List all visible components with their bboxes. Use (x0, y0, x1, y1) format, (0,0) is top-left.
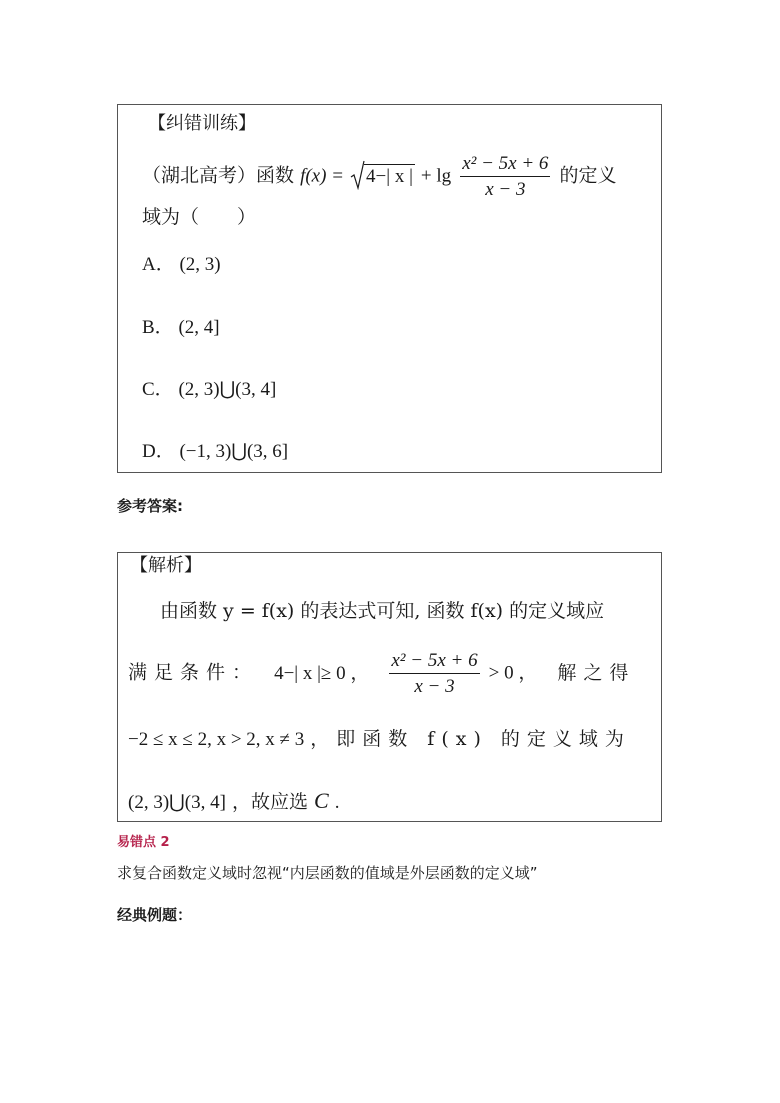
line3-math: −2 ≤ x ≤ 2, x > 2, x ≠ 3 (128, 729, 305, 750)
line4-math: (2, 3)⋃(3, 4] (128, 792, 226, 813)
analysis-line2 (128, 651, 635, 696)
line2-prefix: 满足条件： (128, 661, 259, 684)
option-label: B． (142, 317, 174, 338)
exercise-heading: 【纠错训练】 (148, 113, 256, 134)
line2-gt: > 0 ， (488, 662, 538, 684)
line2-condition1: 4−| x |≥ 0 ， (274, 662, 370, 684)
fraction-denominator: x − 3 (414, 676, 455, 697)
question-prefix: （湖北高考）函数 (142, 164, 295, 187)
sqrt-expression (350, 164, 415, 186)
analysis-line4 (128, 790, 340, 812)
analysis-line1: 由函数 y = f(x) 的表达式可知, 函数 f(x) 的定义域应 (160, 600, 605, 622)
line4-text: ，故应选 (231, 791, 308, 813)
error-point-label: 易错点 2 (117, 835, 170, 850)
line2-suffix: 解之得 (557, 661, 636, 684)
fraction (460, 154, 550, 199)
line4-end: . (334, 792, 340, 813)
analysis-heading: 【解析】 (130, 555, 202, 576)
option-b (142, 318, 220, 337)
fraction-numerator: x² − 5x + 6 (389, 651, 479, 674)
option-label: C． (142, 379, 174, 400)
answer-label: 参考答案: (117, 497, 183, 515)
option-c (142, 380, 276, 399)
option-d (142, 442, 288, 461)
analysis-line3 (128, 730, 631, 749)
option-value: (−1, 3)⋃(3, 6] (179, 441, 289, 462)
function-lhs: f(x) = (300, 165, 344, 187)
option-value: (2, 4] (178, 317, 220, 338)
radicand: 4−| x | (366, 165, 413, 187)
line3-text: ，即函数 f(x) 的定义域为 (310, 728, 631, 750)
question-suffix: 的定义 (559, 164, 617, 187)
option-value: (2, 3) (179, 254, 221, 275)
option-label: A． (142, 254, 175, 275)
option-value: (2, 3)⋃(3, 4] (178, 379, 277, 400)
option-a (142, 255, 221, 274)
answer-choice: C (314, 788, 329, 813)
fraction-numerator: x² − 5x + 6 (460, 154, 550, 177)
option-label: D． (142, 441, 175, 462)
radical-sign (350, 160, 366, 190)
example-label: 经典例题： (117, 906, 193, 924)
exercise-question-line2: 域为（ ） (142, 206, 257, 228)
exercise-question-line1 (142, 154, 617, 199)
lg-term: + lg (420, 165, 452, 187)
fraction-denominator: x − 3 (485, 179, 526, 200)
error-point-description: 求复合函数定义域时忽视“内层函数的值域是外层函数的定义域” (117, 864, 538, 882)
analysis-fraction (389, 651, 479, 696)
